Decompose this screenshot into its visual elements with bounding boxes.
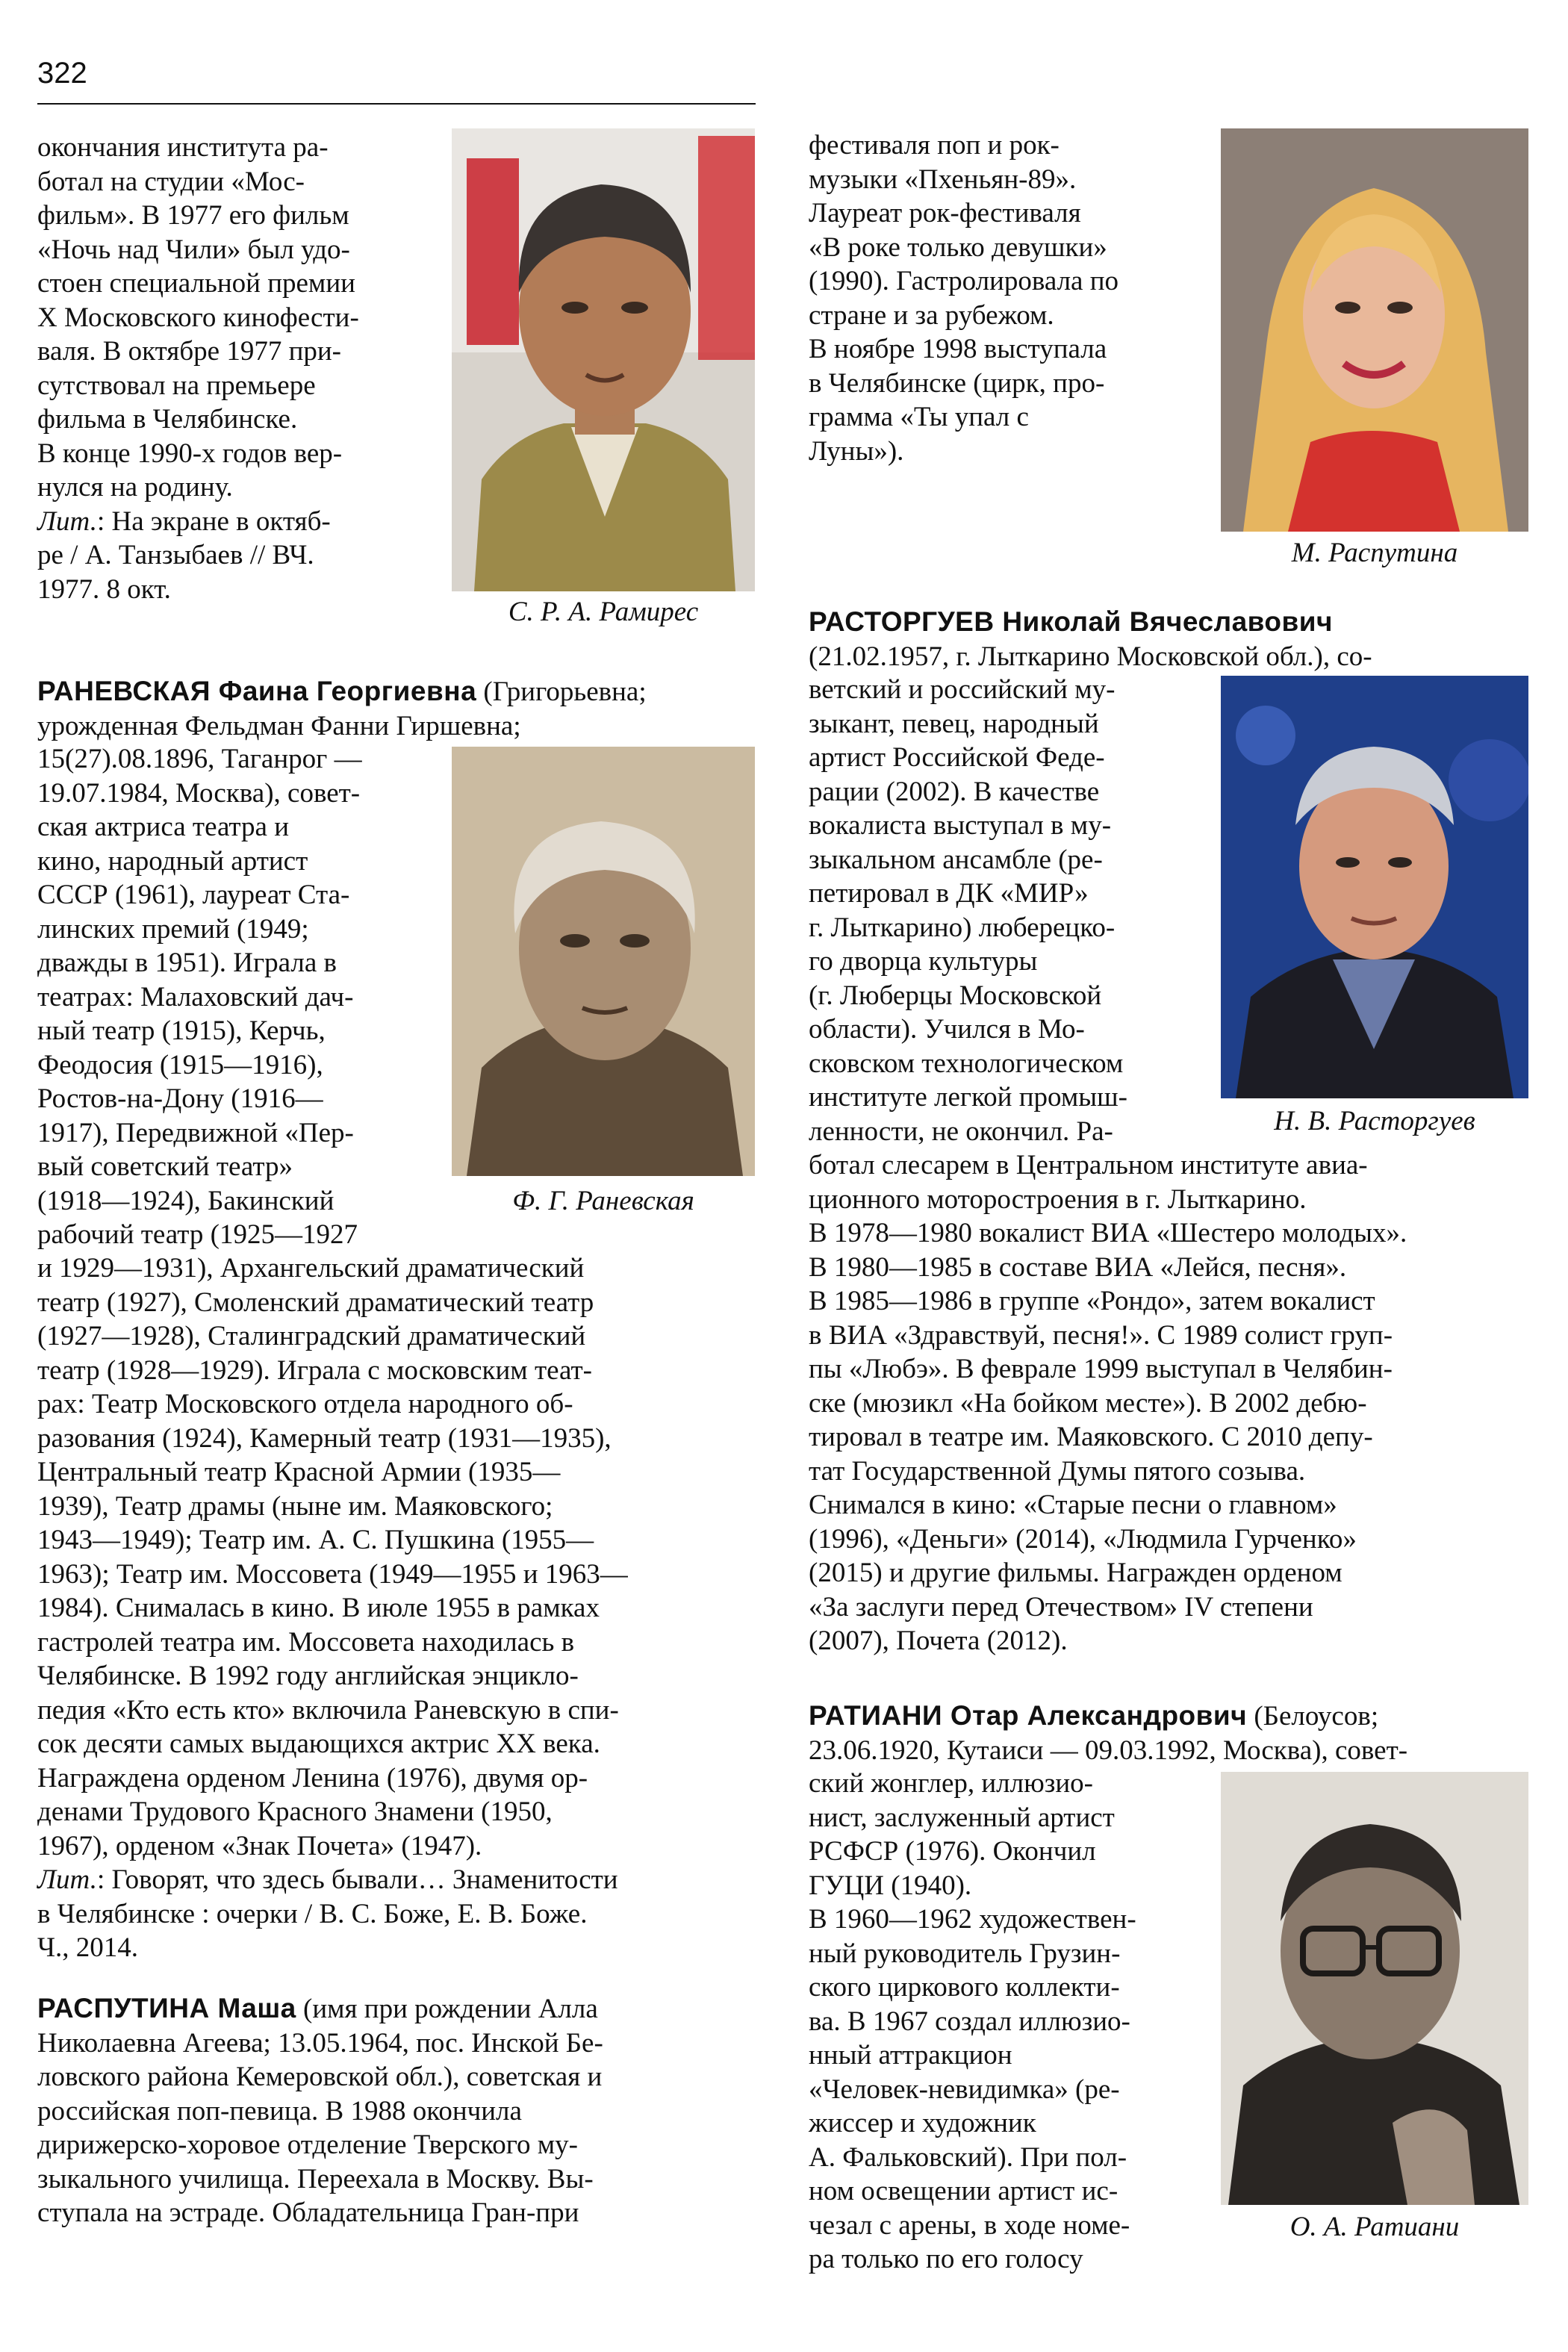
ranevskaya-text: 15(27).08.1896, Таганрог — 19.07.1984, Москва), совет- ская актриса театра и кино, народный артист СССР (1961), лауреат Ста- линских премий (1949; дважды в 1951). Играла в театрах: Малаховский дач- ный театр (1915), Керчь, Феодосия (1915—1916), Ростов-на-Дону (1916— 1917), Передвижной «Пер- вый советский театр» (1918—1924), Бакинский рабочий театр (1925—1927 [37,744,362,1250]
ratiani-caption: О. А. Ратиани [1289,2212,1460,2242]
rasputina-caption: М. Распутина [1291,538,1458,568]
ratiani-entry-head: РАТИАНИ Отар Александрович (Белоусов; 23.06.1920, Кутаиси — 09.03.1992, Москва), совет- [809,1700,1408,1766]
ratiani-text: ский жонглер, иллюзио- нист, заслуженный артист РСФСР (1976). Окончил ГУЦИ (1940). В 1960—1962 художествен- ный руководитель Грузин- ского циркового коллекти- ва. В 1967 создал иллюзио- нный аттракцион «Человек-невидимка» (ре- жиссер и художник А. Фальковский). При пол- ном освещении артист ис- чезал с арены, в ходе номе- ра только по его голосу [809,1768,1136,2274]
ranevskaya-photo [452,747,755,1176]
ranevskaya-entry-head: РАНЕВСКАЯ Фаина Георгиевна (Григорьевна; урожденная Фельдман Фанни Гиршевна; [37,676,647,741]
rastorguev-entry-head: РАСТОРГУЕВ Николай Вячеславович (21.02.1957, г. Лыткарино Московской обл.), со- [809,606,1372,672]
ranevskaya-text-full: и 1929—1931), Архангельский драматический театр (1927), Смоленский драматический театр (1927—1928), Сталинградский драматический театр (1928—1929). Играла с московским теат- рах: Театр Московского отдела народного об- разования (1924), Камерный театр (1931—1935), Центральный театр Красной Армии (1935— 1939), Театр драмы (ныне им. Маяковского; 1943—1949); Театр им. А. С. Пушкина (1955— 1963); Театр им. Моссовета (1949—1955 и 1963— 1984). Снималась в кино. В июле 1955 в рамках гастролей театра им. Моссовета находилась в Челябинске. В 1992 году английская энцикло- педия «Кто есть кто» включила Раневскую в спи- сок десяти самых выдающихся актрис XX века. Награждена орденом Ленина (1976), двумя ор- денами Трудового Красного Знамени (1950, 1967), орденом «Знак Почета» (1947). Лит.: Говорят, что здесь бывали… Знаменитости в Челябинске : очерки / В. С. Боже, Е. В. Боже. Ч., 2014. [37,1253,628,1963]
rasputina-entry: РАСПУТИНА Маша (имя при рождении Алла Николаевна Агеева; 13.05.1964, пос. Инской Бе- ловского района Кемеровской обл.), советская и российская поп-певица. В 1988 окончила дирижерско-хоровое отделение Тверского му- зыкального училища. Переехала в Москву. Вы- ступала на эстраде. Обладательница Гран-при [37,1993,603,2228]
rastorguev-text: ветский и российский му- зыкант, певец, народный артист Российской Феде- рации (2002). В качестве вокалиста выступал в му- зыкальном ансамбле (ре- петировал в ДК «МИР» г. Лыткарино) люберецко- го дворца культуры (г. Люберцы Московской области). Учился в Мо- сковском технологическом институте легкой промыш- ленности, не окончил. Ра- [809,674,1127,1147]
rastorguev-photo [1221,676,1528,1098]
rasputina-text-cont: фестиваля поп и рок- музыки «Пхеньян-89». Лауреат рок-фестиваля «В роке только девушки» (1990). Гастролировала по стране и за рубежом. В ноябре 1998 выступала в Челябинске (цирк, про- грамма «Ты упал с Луны»). [809,130,1119,467]
ramires-caption: С. Р. А. Рамирес [508,597,699,627]
ramires-photo [452,128,755,591]
rasputina-photo [1221,128,1528,532]
page-number: 322 [37,57,87,90]
ranevskaya-caption: Ф. Г. Раневская [512,1186,694,1216]
ramires-text: окончания института ра- ботал на студии «Мос- фильм». В 1977 его фильм «Ночь над Чили» был удо- стоен специальной премии X Московского кинофести- валя. В октябре 1977 при- сутствовал на премьере фильма в Челябинске. В конце 1990-х годов вер- нулся на родину. Лит.: На экране в октяб- ре / А. Танзыбаев // ВЧ. 1977. 8 окт. [37,132,359,605]
ratiani-photo [1221,1772,1528,2205]
rastorguev-text-full: ботал слесарем в Центральном институте авиа- ционного моторостроения в г. Лыткарино. В 1978—1980 вокалист ВИА «Шестеро молодых». В 1980—1985 в составе ВИА «Лейся, песня». В 1985—1986 в группе «Рондо», затем вокалист в ВИА «Здравствуй, песня!». С 1989 солист груп- пы «Любэ». В феврале 1999 выступал в Челябин- ске (мюзикл «На бойком месте»). В 2002 дебю- тировал в театре им. Маяковского. С 2010 депу- тат Государственной Думы пятого созыва. Снимался в кино: «Старые песни о главном» (1996), «Деньги» (2014), «Людмила Гурченко» (2015) и другие фильмы. Награжден орденом «За заслуги перед Отечеством» IV степени (2007), Почета (2012). [809,1150,1407,1656]
rastorguev-caption: Н. В. Расторгуев [1274,1106,1475,1136]
header-rule [37,103,756,105]
